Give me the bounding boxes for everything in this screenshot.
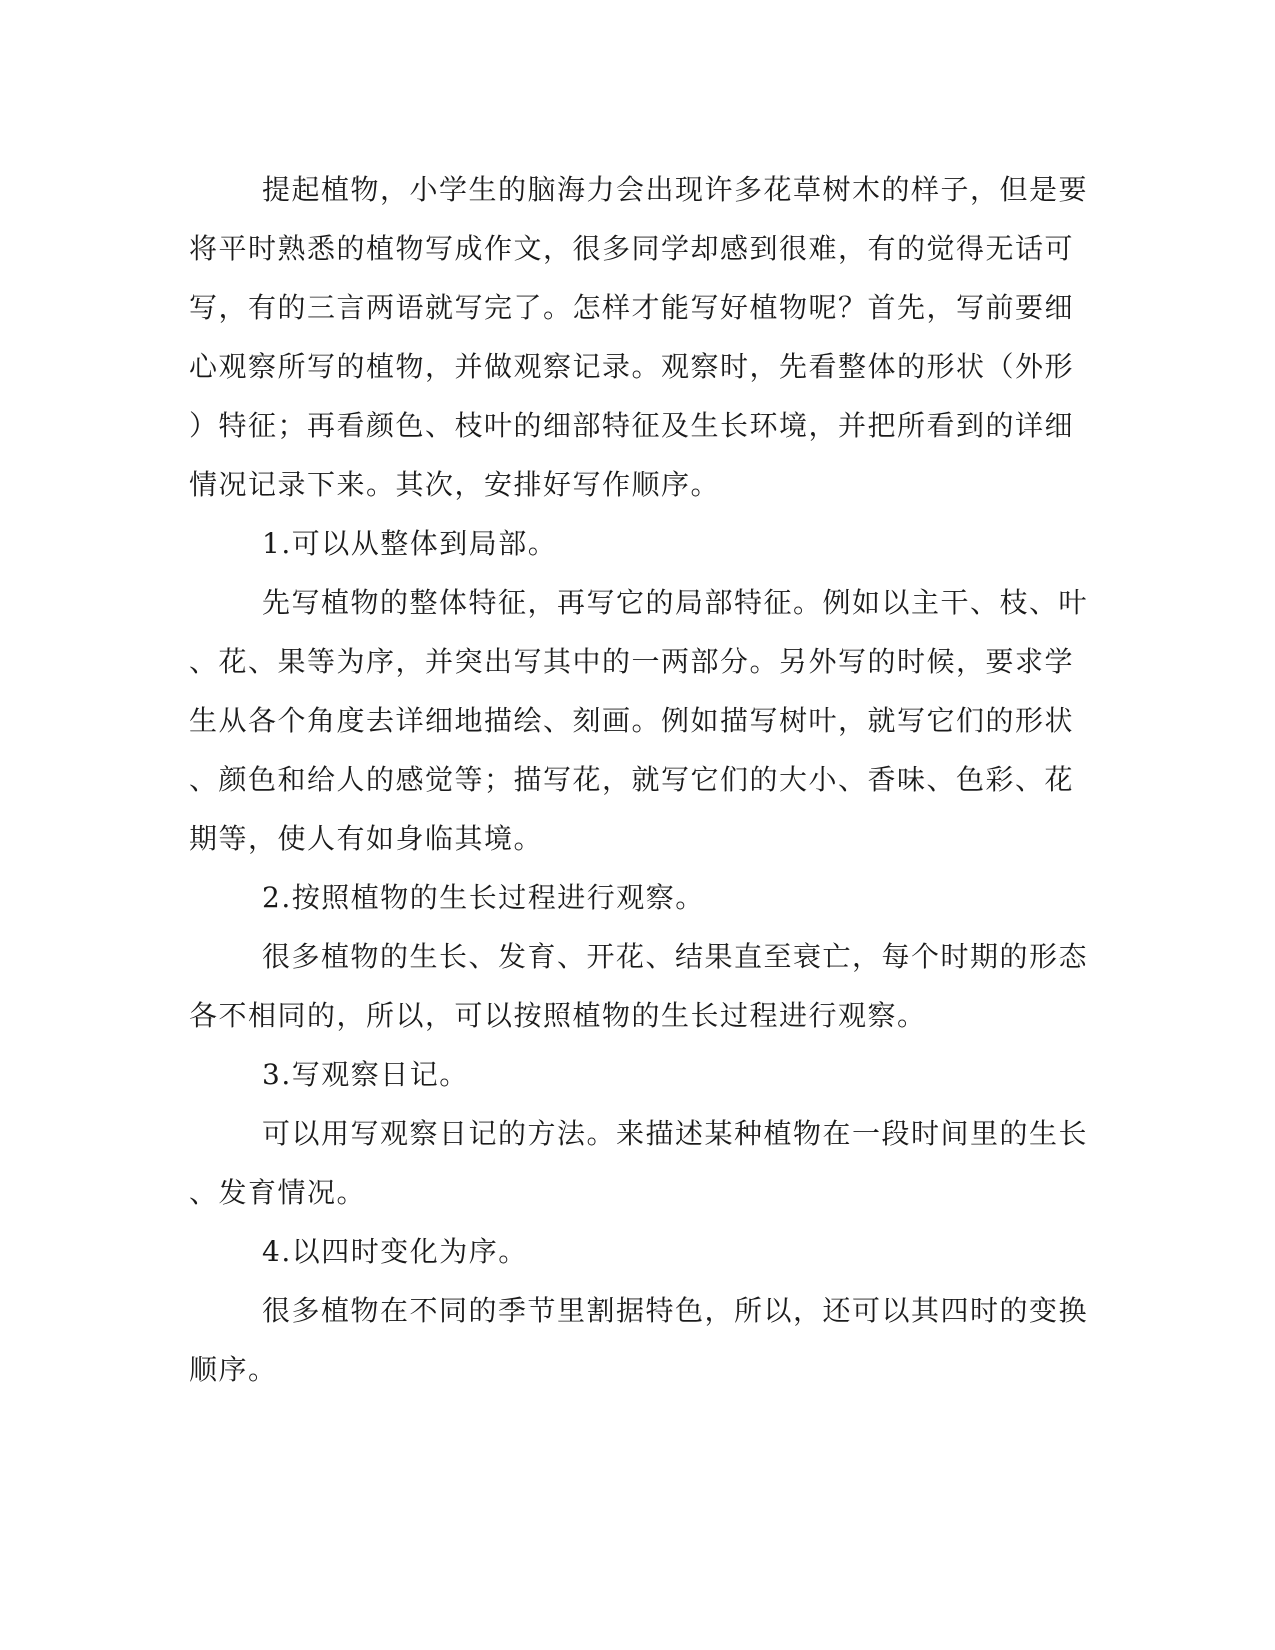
text-line: 心观察所写的植物，并做观察记录。观察时，先看整体的形状（外形 bbox=[189, 350, 1075, 383]
text-line: 期等，使人有如身临其境。 bbox=[189, 822, 544, 855]
text-line: 各不相同的，所以，可以按照植物的生长过程进行观察。 bbox=[189, 999, 927, 1032]
text-line: 写，有的三言两语就写完了。怎样才能写好植物呢？首先，写前要细 bbox=[189, 291, 1075, 324]
section-heading: 4.以四时变化为序。 bbox=[262, 1235, 528, 1268]
text-line: ）特征；再看颜色、枝叶的细部特征及生长环境，并把所看到的详细 bbox=[189, 409, 1075, 442]
text-line: 先写植物的整体特征，再写它的局部特征。例如以主干、枝、叶 bbox=[262, 586, 1089, 619]
section-heading: 2.按照植物的生长过程进行观察。 bbox=[262, 881, 705, 914]
text-line: 、花、果等为序，并突出写其中的一两部分。另外写的时候，要求学 bbox=[189, 645, 1075, 678]
section-heading: 1.可以从整体到局部。 bbox=[262, 527, 558, 560]
text-line: 、颜色和给人的感觉等；描写花，就写它们的大小、香味、色彩、花 bbox=[189, 763, 1075, 796]
text-line: 很多植物在不同的季节里割据特色，所以，还可以其四时的变换 bbox=[262, 1294, 1089, 1327]
text-line: 很多植物的生长、发育、开花、结果直至衰亡，每个时期的形态 bbox=[262, 940, 1089, 973]
text-line: 顺序。 bbox=[189, 1353, 278, 1386]
text-line: 可以用写观察日记的方法。来描述某种植物在一段时间里的生长 bbox=[262, 1117, 1089, 1150]
text-line: 提起植物，小学生的脑海力会出现许多花草树木的样子，但是要 bbox=[262, 173, 1089, 206]
text-line: 情况记录下来。其次，安排好写作顺序。 bbox=[189, 468, 721, 501]
text-line: 将平时熟悉的植物写成作文，很多同学却感到很难，有的觉得无话可 bbox=[189, 232, 1075, 265]
text-line: 、发育情况。 bbox=[189, 1176, 367, 1209]
text-line: 生从各个角度去详细地描绘、刻画。例如描写树叶，就写它们的形状 bbox=[189, 704, 1075, 737]
section-heading: 3.写观察日记。 bbox=[262, 1058, 469, 1091]
